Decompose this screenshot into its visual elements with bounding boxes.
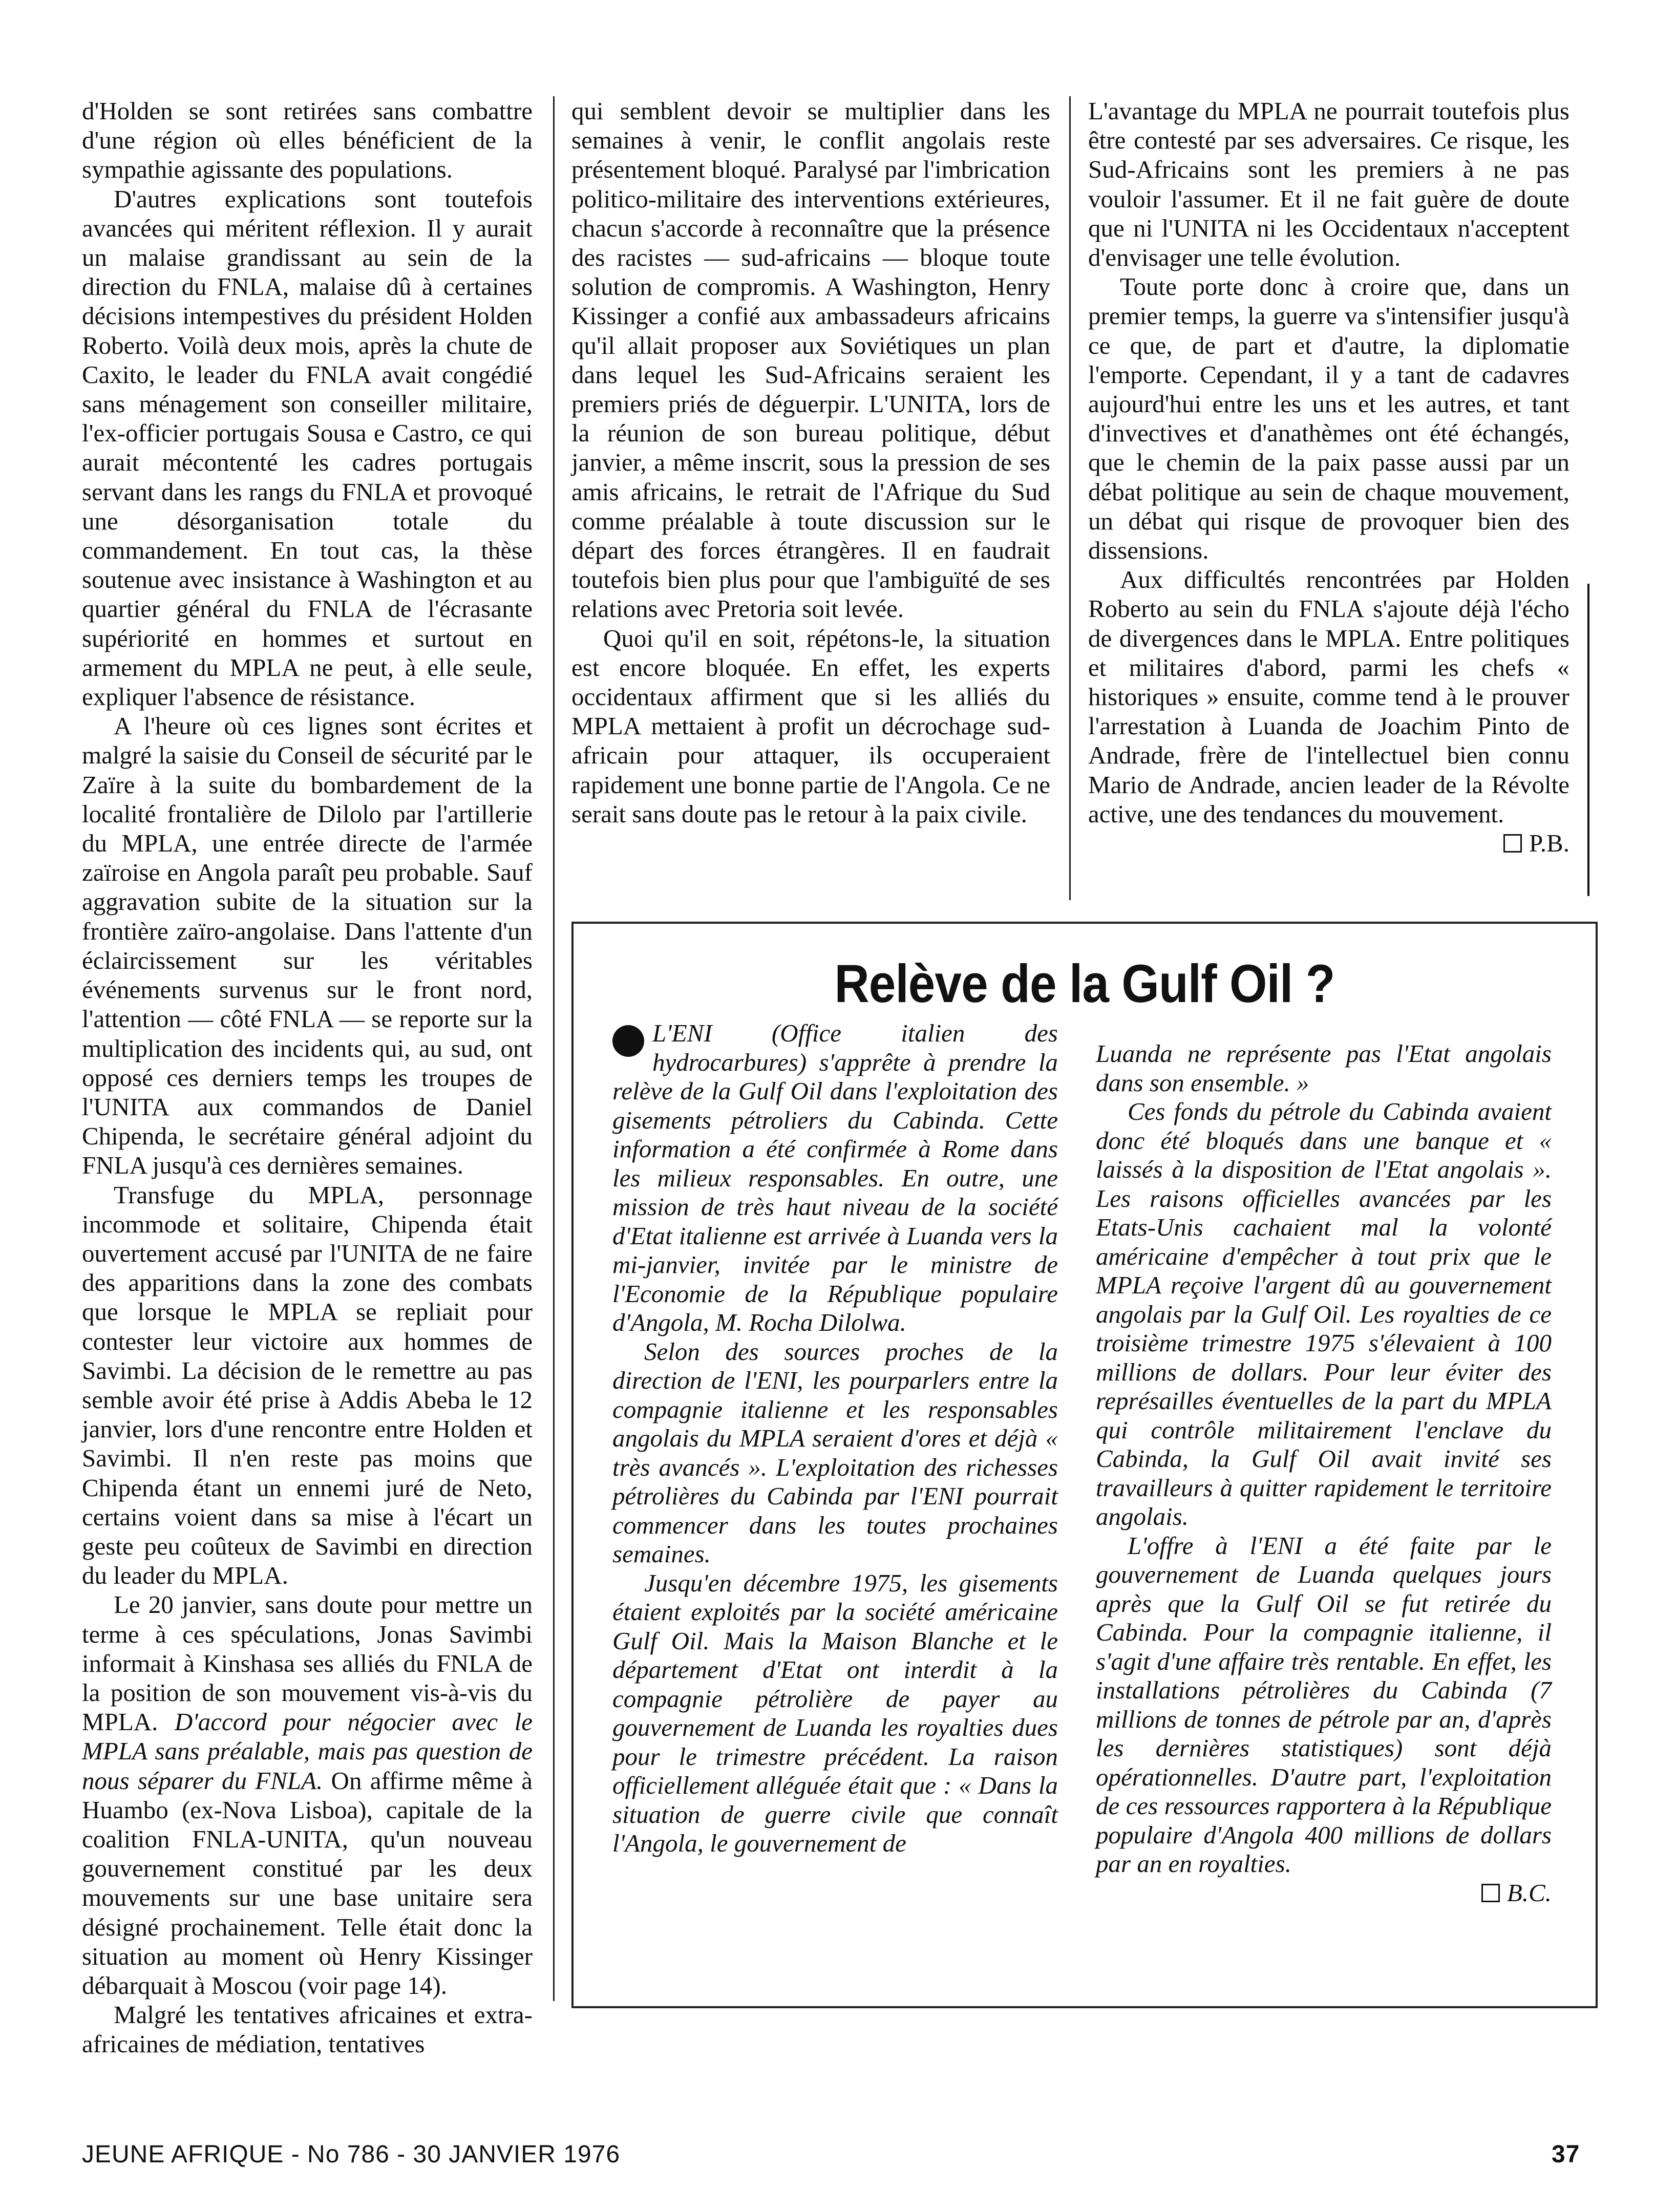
- text-run: L'ENI (Office italien des hydrocarbures) s'apprête à prendre la relève de la Gulf Oil dans l'exploitation des gisements pétroliers du Cabinda. Cette information a été confirmée à Rome dans les milieux responsables. En outre, une mission de très haut niveau de la société d'Etat italienne est arrivée à Luanda vers la mi-janvier, invitée par le ministre de l'Economie de la République populaire d'Angola, M. Rocha Dilolwa.: [612, 1019, 1058, 1336]
- article-column-3: [1088, 96, 1569, 858]
- paragraph: Jusqu'en décembre 1975, les gisements étaient exploités par la société américaine Gulf Oil. Mais la Maison Blanche et le département d'Etat ont interdit à la compagnie pétrolière de payer au gouvernement de Luanda les royalties dues pour le trimestre précédent. La raison officiellement alléguée était que : « Dans la situation de guerre civile que connaît l'Angola, le gouvernement de: [612, 1568, 1058, 1857]
- paragraph: Aux difficultés rencontrées par Holden Roberto au sein du FNLA s'ajoute déjà l'écho de divergences dans le MPLA. Entre politiques et militaires d'abord, parmi les chefs « historiques » ensuite, comme tend à le prouver l'arrestation à Luanda de Joachim Pinto de Andrade, frère de l'intellectuel bien connu Mario de Andrade, ancien leader de la Révolte active, une des tendances du mouvement.: [1088, 565, 1569, 828]
- text-run: On affirme même à Huambo (ex-Nova Lisboa), capitale de la coalition FNLA-UNITA, qu'un nouveau gouvernement constitué par les deux mouvements sur une base unitaire sera désigné prochainement. Telle était donc la situation au moment où Henry Kissinger débarquait à Moscou (voir page 14).: [82, 1766, 533, 2000]
- paragraph: d'Holden se sont retirées sans combattre d'une région où elles bénéficient de la sympathie agissante des populations.: [82, 97, 533, 184]
- paragraph: [82, 1590, 533, 2000]
- quote-italic: D'accord pour négocier avec le MPLA sans préalable, mais pas question de nous séparer du FNLA.: [82, 1708, 533, 1795]
- article-column-2: [571, 96, 1050, 828]
- paragraph: L'offre à l'ENI a été faite par le gouvernement de Luanda quelques jours après que la Gulf Oil se fut retirée du Cabinda. Pour la compagnie italienne, il s'agit d'une affaire très rentable. En effet, les installations pétrolières du Cabinda (7 millions de tonnes de pétrole par an, d'après les dernières statistiques) sont déjà opérationnelles. D'autre part, l'exploitation de ces ressources rapportera à la République populaire d'Angola 400 millions de dollars par an en royalties.: [1096, 1531, 1552, 1878]
- paragraph: L'avantage du MPLA ne pourrait toutefois plus être contesté par ses adversaires. Ce risque, les Sud-Africains sont les premiers à ne pas vouloir l'assumer. Et il ne fait guère de doute que ni l'UNITA ni les Occidentaux n'acceptent d'envisager une telle évolution.: [1088, 97, 1569, 272]
- bullet-icon: [612, 1025, 644, 1057]
- margin-mark: [1587, 584, 1589, 896]
- paragraph: Luanda ne représente pas l'Etat angolais dans son ensemble. »: [1096, 1039, 1552, 1097]
- paragraph: [612, 1019, 1058, 1337]
- signature: [1096, 1879, 1552, 1908]
- sidebar-column-1: [612, 1019, 1058, 1858]
- paragraph: D'autres explications sont toutefois avancées qui méritent réflexion. Il y aurait un malaise grandissant au sein de la direction du FNLA, malaise dû à certaines décisions intempestives du président Holden Roberto. Voilà deux mois, après la chute de Caxito, le leader du FNLA avait congédié sans ménagement son conseiller militaire, l'ex-officier portugais Sousa e Castro, ce qui aurait mécontenté les cadres portugais servant dans les rangs du FNLA et provoqué une désorganisation totale du commandement. En tout cas, la thèse soutenue avec insistance à Washington et au quartier général du FNLA de l'écrasante supériorité en hommes et surtout en armement du MPLA ne peut, à elle seule, expliquer l'absence de résistance.: [82, 184, 533, 711]
- paragraph: Transfuge du MPLA, personnage incommode et solitaire, Chipenda était ouvertement accusé par l'UNITA de ne faire des apparitions dans la zone des combats que lorsque le MPLA se repliait pour contester leur victoire aux hommes de Savimbi. La décision de le remettre au pas semble avoir été prise à Addis Abeba le 12 janvier, lors d'une rencontre entre Holden et Savimbi. Il n'en reste pas moins que Chipenda étant un ennemi juré de Neto, certains voient dans sa mise à l'écart un geste peu coûteux de Savimbi en direction du leader du MPLA.: [82, 1180, 533, 1590]
- text-run: Le 20 janvier, sans doute pour mettre un terme à ces spéculations, Jonas Savimbi informait à Kinshasa ses alliés du FNLA de la position de son mouvement vis-à-vis du MPLA.: [82, 1590, 533, 1736]
- signature: [1088, 828, 1569, 858]
- end-mark-icon: [1503, 834, 1522, 853]
- signature-text: B.C.: [1507, 1878, 1552, 1907]
- signature-text: P.B.: [1529, 829, 1569, 858]
- paragraph: Quoi qu'il en soit, répétons-le, la situation est encore bloquée. En effet, les experts occidentaux affirment que si les alliés du MPLA mettaient à profit un décrochage sud-africain pour attaquer, ils occuperaient rapidement une bonne partie de l'Angola. Ce ne serait sans doute pas le retour à la paix civile.: [571, 624, 1050, 828]
- article-column-1: [82, 96, 533, 2059]
- end-mark-icon: [1481, 1884, 1500, 1902]
- sidebar-title: Relève de la Gulf Oil ?: [834, 954, 1335, 1014]
- paragraph: qui semblent devoir se multiplier dans les semaines à venir, le conflit angolais reste présentement bloqué. Paralysé par l'imbrication politico-militaire des interventions extérieures, chacun s'accorde à reconnaître que la présence des racistes — sud-africains — bloque toute solution de compromis. A Washington, Henry Kissinger a confié aux ambassadeurs africains qu'il allait proposer aux Soviétiques un plan dans lequel les Sud-Africains seraient les premiers priés de déguerpir. L'UNITA, lors de la réunion de son bureau politique, début janvier, a même inscrit, sous la pression de ses amis africains, le retrait de l'Afrique du Sud comme préalable à toute discussion sur le départ des forces étrangères. Il en faudrait toutefois bien plus pour que l'ambiguïté de ses relations avec Pretoria soit levée.: [571, 97, 1050, 623]
- paragraph: A l'heure où ces lignes sont écrites et malgré la saisie du Conseil de sécurité par le Zaïre à la suite du bombardement de la localité frontalière de Dilolo par l'artillerie du MPLA, une entrée directe de l'armée zaïroise en Angola paraît peu probable. Sauf aggravation subite de la situation sur la frontière zaïro-angolaise. Dans l'attente d'un éclaircissement sur les véritables événements survenus sur le front nord, l'attention — côté FNLA — se reporte sur la multiplication des incidents qui, au sud, ont opposé ces derniers temps les troupes de l'UNITA aux commandos de Daniel Chipenda, le secrétaire général adjoint du FNLA jusqu'à ces dernières semaines.: [82, 712, 533, 1180]
- paragraph: Selon des sources proches de la direction de l'ENI, les pourparlers entre la compagnie italienne et les responsables angolais du MPLA seraient d'ores et déjà « très avancés ». L'exploitation des richesses pétrolières du Cabinda par l'ENI pourrait commencer dans les toutes prochaines semaines.: [612, 1337, 1058, 1568]
- paragraph: Toute porte donc à croire que, dans un premier temps, la guerre va s'intensifier jusqu'à ce que, de part et d'autre, la diplomatie l'emporte. Cependant, il y a tant de cadavres aujourd'hui entre les uns et les autres, et tant d'invectives et d'anathèmes ont été échangés, que le chemin de la paix passe aussi par un débat politique au sein de chaque mouvement, un débat qui risque de provoquer bien des dissensions.: [1088, 272, 1569, 565]
- column-rule: [1069, 96, 1071, 900]
- page-number: 37: [1552, 2141, 1580, 2168]
- paragraph: Malgré les tentatives africaines et extra-africaines de médiation, tentatives: [82, 2001, 533, 2058]
- paragraph: Ces fonds du pétrole du Cabinda avaient donc été bloqués dans une banque et « laissés à la disposition de l'Etat angolais ». Les raisons officielles avancées par les Etats-Unis cachaient mal la volonté américaine d'empêcher à tout prix que le MPLA reçoive l'argent dû au gouvernement angolais par la Gulf Oil. Les royalties de ce troisième trimestre 1975 s'élevaient à 100 millions de dollars. Pour leur éviter des représailles éventuelles de la part du MPLA qui contrôle militairement l'enclave du Cabinda, la Gulf Oil avait invité ses travailleurs à quitter rapidement le territoire angolais.: [1096, 1097, 1552, 1530]
- column-rule: [553, 96, 555, 2001]
- publication-footer: JEUNE AFRIQUE - No 786 - 30 JANVIER 1976: [82, 2141, 621, 2168]
- sidebar-column-2: [1096, 1039, 1552, 1907]
